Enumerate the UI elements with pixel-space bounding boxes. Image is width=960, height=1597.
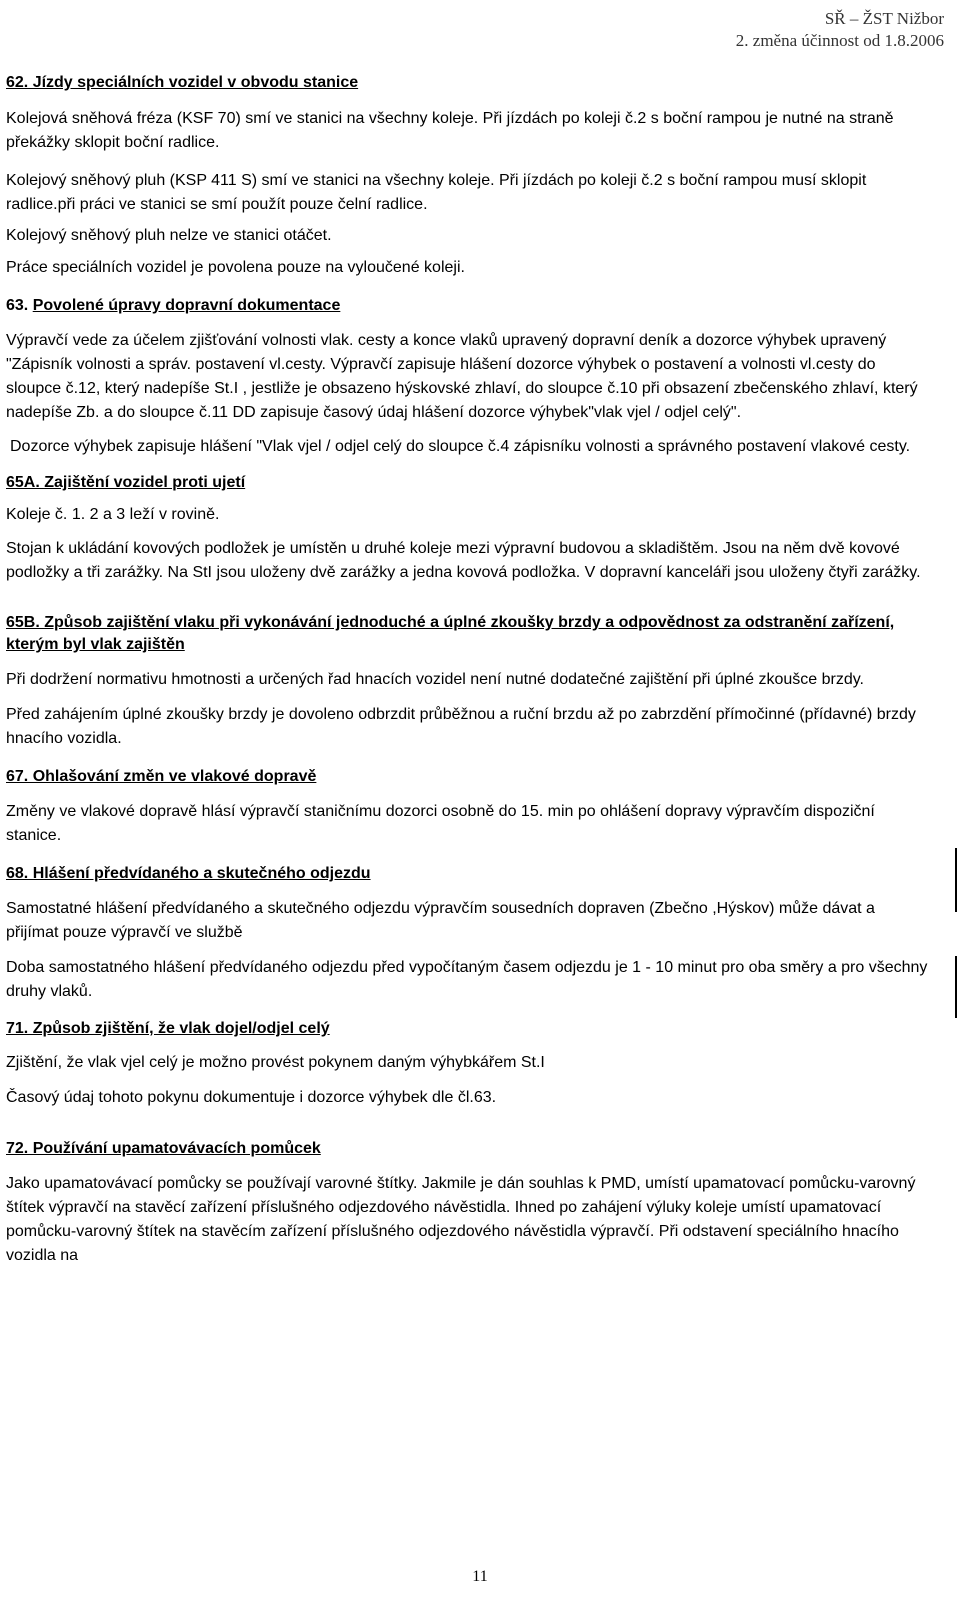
document-body (6, 72, 931, 1268)
paragraph: Práce speciálních vozidel je povolena pouze na vyloučené koleji. (6, 259, 465, 276)
section-heading-67: 67. Ohlašování změn ve vlakové dopravě (6, 768, 317, 785)
paragraph: Koleje č. 1. 2 a 3 leží v rovině. (6, 506, 220, 523)
section-heading-65b: 65B. Způsob zajištění vlaku při vykonávání jednoduché a úplné zkoušky brzdy a odpovědnost za odstranění zařízení, kterým byl vlak zajištěn (6, 614, 895, 653)
paragraph: Při dodržení normativu hmotnosti a určených řad hnacích vozidel není nutné dodatečné zajištění při úplné zkoušce brzdy. (6, 671, 864, 688)
section-heading-68: 68. Hlášení předvídaného a skutečného odjezdu (6, 865, 371, 882)
paragraph: Zjištění, že vlak vjel celý je možno provést pokynem daným výhybkářem St.I (6, 1054, 545, 1071)
paragraph: Kolejová sněhová fréza (KSF 70) smí ve stanici na všechny koleje. Při jízdách po koleji č.2 s boční rampou je nutné na straně překážky sklopit boční radlice. (6, 110, 894, 151)
paragraph: Dozorce výhybek zapisuje hlášení "Vlak vjel / odjel celý do sloupce č.4 zápisníku volnosti a správného postavení vlakové cesty. (10, 438, 911, 455)
section-heading-63: 63. Povolené úpravy dopravní dokumentace (6, 297, 341, 314)
paragraph: Časový údaj tohoto pokynu dokumentuje i dozorce výhybek dle čl.63. (6, 1089, 497, 1106)
section-heading-71: 71. Způsob zjištění, že vlak dojel/odjel celý (6, 1020, 330, 1037)
revision-bar (955, 848, 957, 912)
paragraph: Samostatné hlášení předvídaného a skutečného odjezdu výpravčím sousedních dopraven (Zbečno ,Hýskov) může dávat a přijímat pouze výpravčí ve službě (6, 900, 875, 941)
page-header (736, 8, 944, 52)
paragraph: Stojan k ukládání kovových podložek je umístěn u druhé koleje mezi výpravní budovou a skladištěm. Jsou na něm dvě kovové podložky a tři zarážky. Na StI jsou uloženy dvě zarážky a jedna kovová podložka. V dopravní kanceláři jsou uloženy čtyři zarážky. (6, 540, 921, 581)
paragraph: Výpravčí vede za účelem zjišťování volnosti vlak. cesty a konce vlaků upravený dopravní deník a dozorce výhybek upravený "Zápisník volnosti a správ. postavení vl.cesty. Výpravčí zapisuje hlášení dozorce výhybek o postavení a volnosti vl.cesty do sloupce č.12, který nadepíše St.I , jestliže je obsazeno hýskovské zhlaví, do sloupce č.10 při obsazení zbečenského zhlaví, který nadepíše Zb. a do sloupce č.11 DD zapisuje časový údaj hlášení dozorce výhybek"vlak vjel / odjel celý". (6, 332, 918, 421)
header-revision: 2. změna účinnost od 1.8.2006 (735, 31, 944, 50)
section-heading-62: 62. Jízdy speciálních vozidel v obvodu stanice (6, 74, 359, 91)
section-heading-72: 72. Používání upamatovávacích pomůcek (6, 1140, 321, 1157)
paragraph: Jako upamatovávací pomůcky se používají varovné štítky. Jakmile je dán souhlas k PMD, umístí upamatovací pomůcku-varovný štítek výpravčí na stavěcí zařízení příslušného odjezdového návěstidla. Ihned po zahájení výluky koleje umístí upamatovací pomůcku-varovný štítek na stavěcím zařízení příslušného odjezdového návěstidla výpravčí. Při odstavení speciálního hnacího vozidla na (6, 1175, 916, 1264)
page-number: 11 (472, 1568, 488, 1585)
section-heading-65a: 65A. Zajištění vozidel proti ujetí (6, 474, 246, 491)
paragraph: Kolejový sněhový pluh (KSP 411 S) smí ve stanici na všechny koleje. Při jízdách po koleji č.2 s boční rampou musí sklopit radlice.při práci ve stanici se smí použít pouze čelní radlice. (6, 172, 867, 213)
paragraph: Doba samostatného hlášení předvídaného odjezdu před vypočítaným časem odjezdu je 1 - 10 minut pro oba směry a pro všechny druhy vlaků. (6, 959, 928, 1000)
paragraph: Změny ve vlakové dopravě hlásí výpravčí staničnímu dozorci osobně do 15. min po ohlášení dopravy výpravčím dispoziční stanice. (6, 803, 875, 844)
paragraph: Kolejový sněhový pluh nelze ve stanici otáčet. (6, 227, 332, 244)
revision-bar (955, 956, 957, 1018)
paragraph: Před zahájením úplné zkoušky brzdy je dovoleno odbrzdit průběžnou a ruční brzdu až po zabrzdění přímočinné (přídavné) brzdy hnacího vozidla. (6, 706, 916, 747)
header-doc-title: SŘ – ŽST Nižbor (824, 9, 944, 28)
